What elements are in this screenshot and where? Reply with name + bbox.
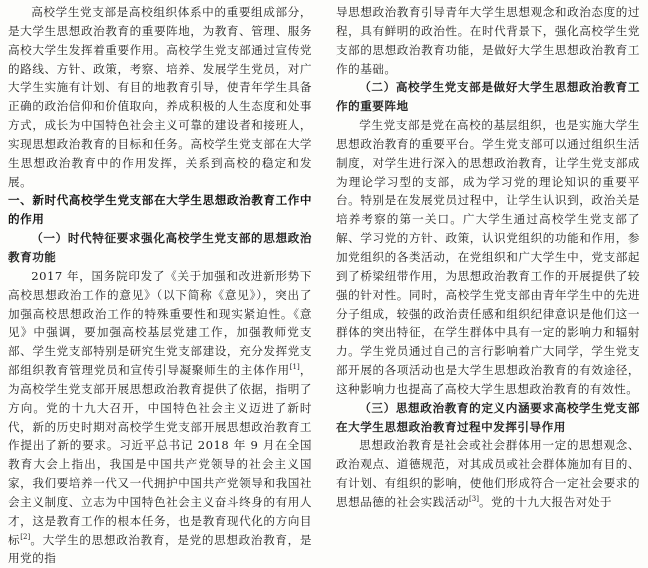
section-1-heading: 一、新时代高校学生党支部在大学生思想政治教育工作中的作用 [8, 193, 312, 227]
paragraph-3-continued: 导思想政治教育引导青年大学生思想观念和政治态度的过程，具有鲜明的政治性。在时代背景下，强化高校学生党支部的思想政治教育功能，是做好大学生思想政治教育工作的基础。 [336, 5, 640, 76]
subsection-1-heading: （一）时代特征要求强化高校学生党支部的思想政治教育功能 [8, 231, 312, 264]
two-column-layout [8, 3, 640, 568]
paragraph-2-text-b: ，为高校学生党支部开展思想政治教育提供了依据，指明了方向。党的十九大召开，中国特色社会主义迈进了新时代，新的历史时期对高校学生党支部开展思想政治教育工作提出了新的要求。习近平总书记 2018 年 9 月在全国教育大会上指出，我国是中国共产党领导的社会主义国家，我们要培养一代又一代拥护中国共产党领导和我国社会主义制度、立志为中国特色社会主义奋斗终身的有用人才，这是教育工作的根本任务，也是教育现代化的方向目标 [8, 363, 312, 547]
paragraph-4: 学生党支部是党在高校的基层组织，也是实施大学生思想政治教育的重要平台。学生党支部可以通过组织生活制度，对学生进行深入的思想政治教育，让学生党支部成为理论学习型的支部，成为学习党的理论知识的重要平台。特别是在发展党员过程中，让学生认识到，政治关是培养考察的第一关口。广大学生通过高校学生党支部了解、学习党的方针、政策，认识党组织的功能和作用，参加党组织的各类活动，在党组织和广大学生中，党支部起到了桥梁纽带作用，为思想政治教育工作的开展提供了较强的针对性。同时，高校学生党支部由青年学生中的先进分子组成，较强的政治责任感和组织纪律意识是他们这一群体的突出特征，在学生群体中具有一定的影响力和辐射力。学生党员通过自己的言行影响着广大同学，学生党支部开展的各项活动也是大学生思想政治教育的有效途径，这种影响力也提高了高校大学生思想政治教育的有效性。 [336, 118, 640, 396]
paragraph-5 [336, 436, 640, 511]
paragraph-2 [8, 267, 312, 568]
citation-3: [3] [469, 495, 479, 504]
citation-2: [2] [20, 532, 31, 541]
paragraph-5-text-a: 思想政治教育是社会或社会群体用一定的思想观念、政治观点、道德规范，对其成员或社会群体施加有目的、有计划、有组织的影响，使他们形成符合一定社会要求的思想品德的社会实践活动 [336, 438, 640, 509]
paragraph-2-text-a: 2017 年，国务院印发了《关于加强和改进新形势下高校思想政治工作的意见》（以下简称《意见》），突出了加强高校思想政治工作的特殊重要性和现实紧迫性。《意见》中强调，要加强高校基层党建工作，加强教师党支部、学生党支部特别是研究生党支部建设，充分发挥党支部组织教育管理党员和宣传引导凝聚师生的主体作用 [8, 268, 312, 378]
paragraph-2-text-c: 。大学生的思想政治教育，是党的思想政治教育，是用党的指 [8, 532, 312, 566]
subsection-3-heading: （三）思想政治教育的定义内涵要求高校学生党支部在大学生思想政治教育过程中发挥引导作用 [336, 400, 640, 434]
intro-paragraph: 高校学生党支部是高校组织体系中的重要组成部分，是大学生思想政治教育的重要阵地，为教育、管理、服务高校大学生发挥着重要作用。高校学生党支部通过宣传党的路线、方针、政策，考察、培养、发展学生党员，对广大学生实施有计划、有目的地教育引导，使青年学生具备正确的政治信仰和价值取向，养成积极的人生态度和处事方式，成长为中国特色社会主义可靠的建设者和接班人，实现思想政治教育的目标和任务。高校学生党支部在大学生思想政治教育中的作用发挥，关系到高校的稳定和发展。 [8, 5, 312, 189]
paragraph-5-text-b: 。党的十九大报告对处于 [478, 494, 613, 509]
citation-1: [1] [289, 363, 300, 372]
left-column [8, 3, 312, 568]
subsection-2-heading: （二）高校学生党支部是做好大学生思想政治教育工作的重要阵地 [336, 80, 640, 114]
right-column [336, 3, 640, 568]
